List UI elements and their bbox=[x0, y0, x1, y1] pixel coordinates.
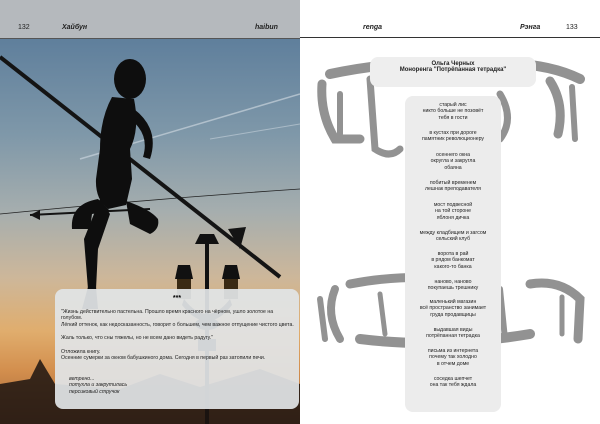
stanza-line: осеннего окна bbox=[436, 152, 470, 158]
stanza bbox=[405, 202, 501, 221]
stanza bbox=[405, 180, 501, 193]
haibun-text-panel bbox=[55, 289, 299, 409]
stanza-line: покупаешь трешнику bbox=[427, 285, 479, 292]
header-right-band bbox=[300, 0, 600, 38]
stanza-line: округла и закругла bbox=[430, 158, 476, 165]
renga-author: Ольга Черных bbox=[431, 61, 475, 67]
stanza bbox=[405, 230, 501, 243]
left-page-number: 132 bbox=[18, 24, 30, 31]
stanza-line: маленький магазин bbox=[429, 299, 477, 305]
stanza bbox=[405, 376, 501, 389]
stanza-line: старый лис bbox=[439, 102, 467, 108]
stanza bbox=[405, 299, 501, 318]
stanza-line: в отчем доме bbox=[436, 360, 470, 367]
stanza-line: она так тебя ждала bbox=[429, 382, 477, 389]
haibun-poem-line: персиковый стручок bbox=[69, 388, 120, 395]
stanza-line: между кладбищем и загсом bbox=[419, 230, 487, 236]
renga-title-panel bbox=[370, 57, 536, 87]
right-section-title-latin: renga bbox=[363, 24, 383, 31]
stanza-line: памятник революционеру bbox=[422, 136, 484, 143]
haibun-paragraph: Жаль только, что сны тяжелы, но не всем дано видеть радугу." bbox=[61, 334, 214, 341]
stanza-line: тебя в гости bbox=[438, 114, 468, 121]
stanza-line: потрёпанная тетрадка bbox=[426, 333, 480, 340]
stanza-line: сельский клуб bbox=[435, 236, 471, 243]
stanza-line: груда продавщицы bbox=[430, 311, 476, 318]
stanza-line: соседка шепчет bbox=[433, 376, 473, 382]
renga-verses-panel bbox=[405, 96, 501, 412]
stanza-line: в рядом банкомат bbox=[431, 257, 475, 264]
stanza bbox=[405, 348, 501, 367]
left-section-title-latin: haibun bbox=[255, 24, 278, 31]
stanza-line: яблоня дичка bbox=[436, 214, 470, 221]
stanza bbox=[405, 102, 501, 121]
renga-title: Моноренга "Потрёпанная тетрадка" bbox=[399, 67, 507, 73]
stanza-line: никто больше не позовёт bbox=[422, 108, 484, 115]
section-separator: *** bbox=[172, 295, 182, 302]
stanza-line: в кустах при дороге bbox=[429, 130, 477, 136]
stanza-line: мост подвесной bbox=[433, 202, 473, 208]
page-header bbox=[0, 0, 600, 42]
stanza-line: на той стороне bbox=[434, 208, 472, 215]
stanza-line: какого-то банка bbox=[434, 263, 472, 270]
haibun-paragraph: Отложила книгу. bbox=[61, 349, 101, 355]
stanza bbox=[405, 130, 501, 143]
stanza bbox=[405, 327, 501, 340]
header-left-band bbox=[0, 0, 300, 38]
stanza-line: выдавшая виды bbox=[433, 327, 473, 333]
haibun-poem-line: ветрено... bbox=[69, 376, 95, 382]
stanza-line: обаяна bbox=[444, 164, 462, 171]
right-page-number: 133 bbox=[566, 24, 578, 31]
haibun-paragraph: Лёгкий оттенок, как недосказанность, говорит о большем, чем важное отпущение чистого цвета. bbox=[61, 321, 294, 328]
stanza-line: наново, наново bbox=[434, 279, 472, 285]
stanza bbox=[405, 279, 501, 292]
right-section-title: Рэнга bbox=[520, 24, 541, 31]
stanza-line: почему так холодно bbox=[429, 354, 477, 361]
stanza bbox=[405, 251, 501, 270]
haibun-paragraph: "Жизнь действительно пастельна. Прошло время красного на чёрном, ушло золотое на голубом. bbox=[61, 309, 274, 322]
stanza-line: всё пространство занимает bbox=[419, 305, 487, 312]
haibun-paragraph: Осенние сумерки за окном бабушкиного дома. Сегодня в первый раз затопили печи. bbox=[61, 355, 266, 362]
stanza bbox=[405, 152, 501, 171]
stanza-line: лешнак преподавателя bbox=[425, 186, 481, 193]
left-section-title: Хайбун bbox=[62, 24, 88, 31]
stanza-line: побитый временем bbox=[429, 180, 477, 186]
haibun-poem-line: потухла и закрутилась bbox=[69, 382, 128, 389]
sunset-acrobat-photo bbox=[0, 39, 300, 424]
stanza-line: письма из интернета bbox=[427, 348, 479, 354]
stanza-line: ворота в рай bbox=[437, 251, 469, 257]
